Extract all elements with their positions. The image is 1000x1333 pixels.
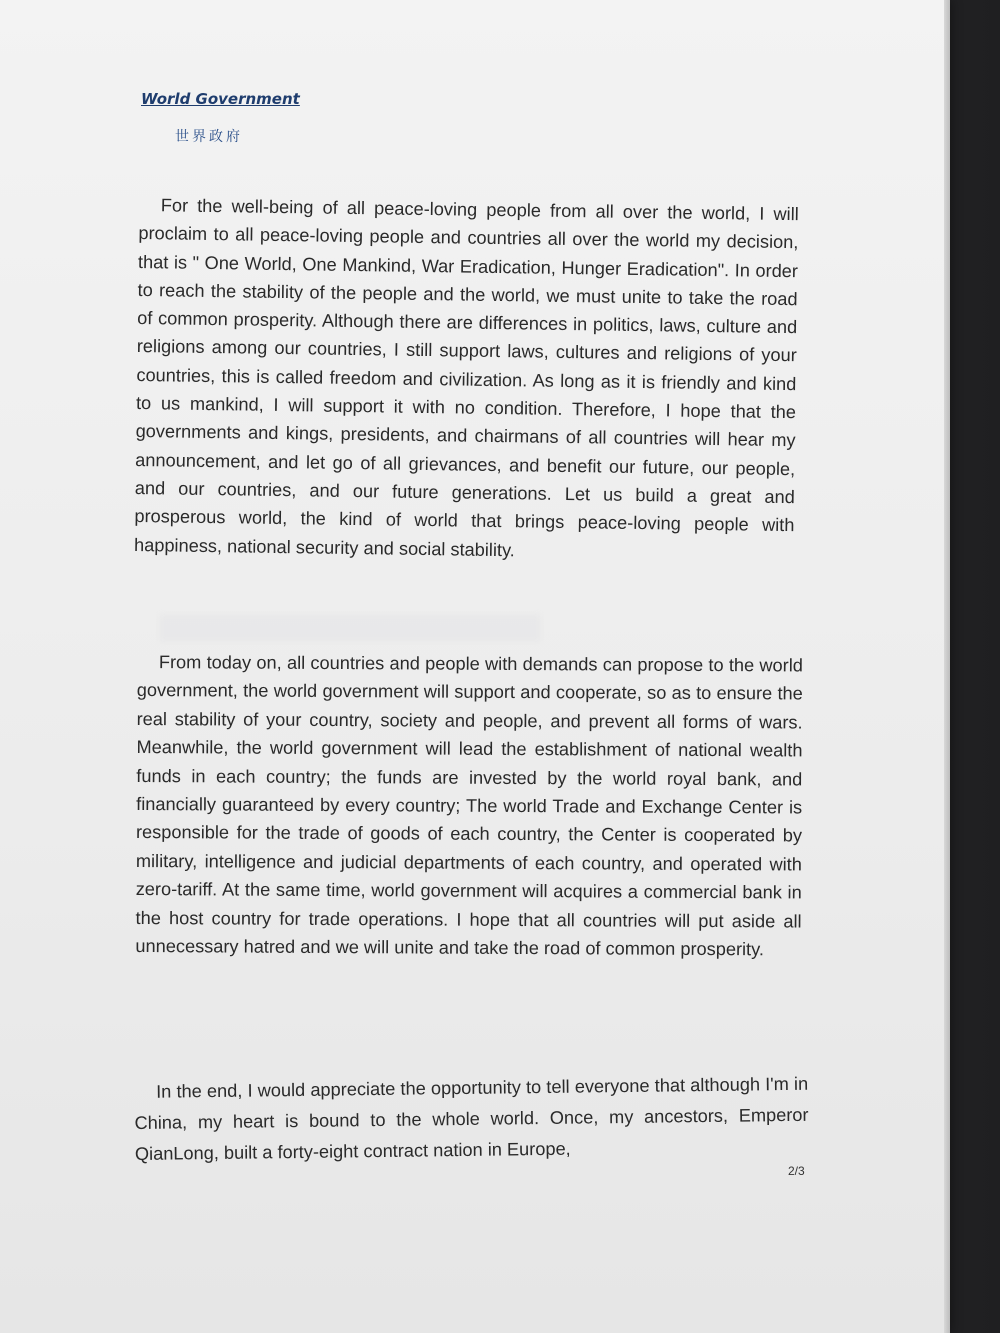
document-title: World Government: [141, 90, 300, 108]
paragraph-3-text: In the end, I would appreciate the opportunity to tell everyone that although I'm in China, my heart is bound to the whole world. Once, my ancestors, Emperor QianLong, built a forty-eight contract nation in Europe,: [134, 1073, 809, 1164]
paragraph-2: [135, 648, 803, 964]
page-number: 2/3: [788, 1164, 805, 1178]
paragraph-3: [134, 1069, 809, 1170]
document-subtitle: 世界政府: [175, 129, 243, 145]
paragraph-1: [134, 191, 799, 568]
faint-show-through: [160, 615, 540, 641]
paragraph-2-text: From today on, all countries and people with demands can propose to the world government, the world government will support and cooperate, so as to ensure the real stability of your country, society and people, and prevent all forms of wars. Meanwhile, the world government will lead the establishment of national wealth funds in each country; the funds are invested by the world royal bank, and financially guaranteed by every country; The world Trade and Exchange Center is responsible for the trade of goods of each country, the Center is cooperated by military, intelligence and judicial departments of each country, and operated with zero-tariff. At the same time, world government will acquires a commercial bank in the host country for trade operations. I hope that all countries will put aside all unnecessary hatred and we will unite and take the road of common prosperity.: [135, 652, 803, 960]
paragraph-1-text: For the well-being of all peace-loving people from all over the world, I will proclaim to all peace-loving people and countries all over the world my decision, that is " One World, One Mankind, War Eradication, Hunger Eradication". In order to reach the stability of the people and the world, we must unite to take the road of common prosperity. Although there are differences in politics, laws, culture and religions among our countries, I still support laws, cultures and religions of your countries, this is called freedom and civilization. As long as it is friendly and kind to us mankind, I will support it with no condition. Therefore, I hope that the governments and kings, presidents, and chairmans of all countries will hear my announcement, and let go of all grievances, and benefit our future, our people, and our countries, and our future generations. Let us build a great and prosperous world, the kind of world that brings peace-loving people with happiness, national security and social stability.: [133, 195, 799, 560]
page-edge: [944, 0, 950, 1333]
